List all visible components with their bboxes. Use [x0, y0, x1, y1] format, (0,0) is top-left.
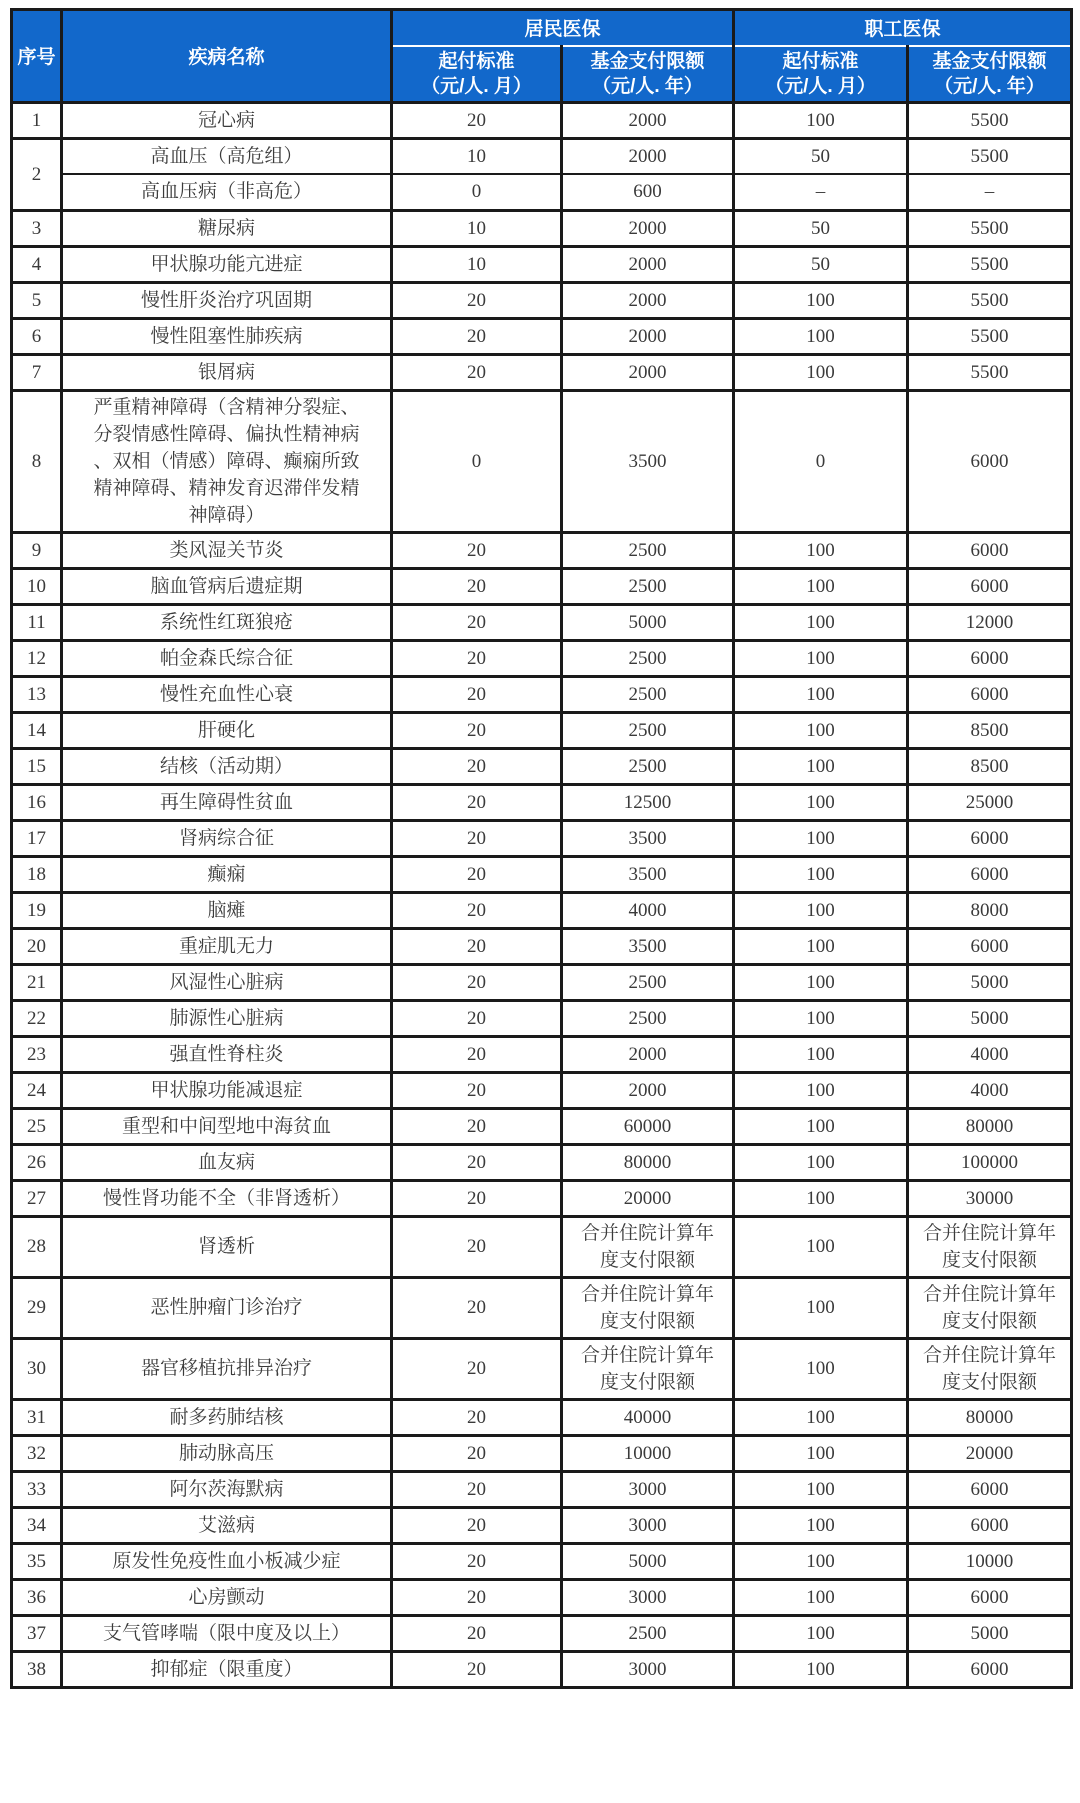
resident-deductible-cell: 20 [392, 1338, 562, 1399]
row-number-cell: 3 [12, 210, 62, 246]
resident-fund-limit-cell: 2000 [562, 210, 734, 246]
employee-fund-limit-cell: 20000 [908, 1435, 1072, 1471]
resident-deductible-cell: 20 [392, 1144, 562, 1180]
resident-deductible-cell: 20 [392, 1036, 562, 1072]
disease-name-cell: 慢性充血性心衰 [62, 676, 392, 712]
resident-deductible-cell: 20 [392, 318, 562, 354]
employee-deductible-cell: 100 [734, 1471, 908, 1507]
subheader-resident-deductible [392, 46, 562, 103]
resident-deductible-cell: 0 [392, 174, 562, 210]
disease-name-cell: 甲状腺功能减退症 [62, 1072, 392, 1108]
disease-name-cell: 抑郁症（限重度） [62, 1651, 392, 1687]
disease-name-cell: 脑瘫 [62, 892, 392, 928]
resident-fund-limit-cell: 3000 [562, 1651, 734, 1687]
resident-fund-limit-cell: 40000 [562, 1399, 734, 1435]
employee-fund-limit-cell: 6000 [908, 676, 1072, 712]
resident-deductible-cell: 20 [392, 892, 562, 928]
table-row [12, 1543, 1072, 1579]
employee-deductible-cell: 100 [734, 318, 908, 354]
employee-fund-limit-cell: 8000 [908, 892, 1072, 928]
disease-name-cell: 再生障碍性贫血 [62, 784, 392, 820]
table-row [12, 318, 1072, 354]
resident-fund-limit-cell: 2500 [562, 676, 734, 712]
resident-deductible-cell: 0 [392, 390, 562, 532]
resident-fund-limit-cell: 3000 [562, 1579, 734, 1615]
row-number-cell: 8 [12, 390, 62, 532]
disease-name-cell: 糖尿病 [62, 210, 392, 246]
employee-deductible-cell: 100 [734, 102, 908, 138]
employee-fund-limit-cell: 6000 [908, 1507, 1072, 1543]
table-row [12, 1435, 1072, 1471]
table-row [12, 1108, 1072, 1144]
row-number-cell: 11 [12, 604, 62, 640]
resident-deductible-cell: 20 [392, 784, 562, 820]
resident-deductible-cell: 20 [392, 1435, 562, 1471]
resident-deductible-cell: 20 [392, 640, 562, 676]
disease-name-cell: 高血压（高危组） [62, 138, 392, 174]
table-row [12, 1507, 1072, 1543]
row-number-cell: 31 [12, 1399, 62, 1435]
employee-deductible-cell: 100 [734, 1615, 908, 1651]
resident-fund-limit-cell: 3500 [562, 856, 734, 892]
employee-deductible-cell: 100 [734, 1000, 908, 1036]
table-row [12, 246, 1072, 282]
employee-deductible-cell: 100 [734, 1399, 908, 1435]
table-row [12, 964, 1072, 1000]
resident-deductible-cell: 20 [392, 1471, 562, 1507]
disease-name-cell: 支气管哮喘（限中度及以上） [62, 1615, 392, 1651]
disease-name-cell: 心房颤动 [62, 1579, 392, 1615]
resident-fund-limit-cell: 2500 [562, 640, 734, 676]
employee-fund-limit-cell: 合并住院计算年度支付限额 [908, 1216, 1072, 1277]
employee-fund-limit-cell: 30000 [908, 1180, 1072, 1216]
employee-deductible-cell: 0 [734, 390, 908, 532]
resident-fund-limit-cell: 3000 [562, 1471, 734, 1507]
resident-deductible-cell: 20 [392, 102, 562, 138]
employee-fund-limit-cell: 8500 [908, 748, 1072, 784]
resident-deductible-cell: 20 [392, 964, 562, 1000]
resident-fund-limit-cell: 2000 [562, 138, 734, 174]
row-number-cell: 30 [12, 1338, 62, 1399]
resident-fund-limit-cell: 4000 [562, 892, 734, 928]
employee-fund-limit-cell: 5500 [908, 354, 1072, 390]
employee-fund-limit-cell: 6000 [908, 568, 1072, 604]
disease-name-cell: 类风湿关节炎 [62, 532, 392, 568]
employee-fund-limit-cell: 5500 [908, 282, 1072, 318]
disease-name-cell: 原发性免疫性血小板减少症 [62, 1543, 392, 1579]
employee-fund-limit-cell: 5500 [908, 138, 1072, 174]
employee-deductible-cell: 100 [734, 1108, 908, 1144]
resident-fund-limit-cell: 2500 [562, 748, 734, 784]
table-row [12, 102, 1072, 138]
table-row [12, 532, 1072, 568]
row-number-cell: 15 [12, 748, 62, 784]
employee-deductible-cell: 100 [734, 748, 908, 784]
row-number-cell: 10 [12, 568, 62, 604]
resident-fund-limit-cell: 2000 [562, 354, 734, 390]
employee-deductible-cell: 100 [734, 1216, 908, 1277]
resident-deductible-cell: 20 [392, 1180, 562, 1216]
table-row [12, 282, 1072, 318]
resident-fund-limit-cell: 2000 [562, 1072, 734, 1108]
table-row [12, 1144, 1072, 1180]
disease-name-cell: 冠心病 [62, 102, 392, 138]
employee-fund-limit-cell: 5000 [908, 1615, 1072, 1651]
resident-fund-limit-cell: 2500 [562, 532, 734, 568]
resident-deductible-cell: 20 [392, 856, 562, 892]
resident-fund-limit-cell: 60000 [562, 1108, 734, 1144]
disease-name-cell: 风湿性心脏病 [62, 964, 392, 1000]
employee-fund-limit-cell: 6000 [908, 390, 1072, 532]
table-row [12, 1338, 1072, 1399]
employee-deductible-cell: 100 [734, 820, 908, 856]
resident-fund-limit-cell: 合并住院计算年度支付限额 [562, 1338, 734, 1399]
employee-deductible-cell: 100 [734, 1072, 908, 1108]
resident-fund-limit-cell: 3000 [562, 1507, 734, 1543]
employee-fund-limit-cell: 6000 [908, 1651, 1072, 1687]
resident-deductible-cell: 20 [392, 604, 562, 640]
resident-deductible-cell: 20 [392, 282, 562, 318]
employee-deductible-cell: 100 [734, 1144, 908, 1180]
row-number-cell: 26 [12, 1144, 62, 1180]
resident-fund-limit-cell: 2500 [562, 712, 734, 748]
employee-fund-limit-cell: 100000 [908, 1144, 1072, 1180]
resident-deductible-cell: 20 [392, 1277, 562, 1338]
subheader-label: 基金支付限额 [932, 50, 1047, 72]
disease-name-cell: 强直性脊柱炎 [62, 1036, 392, 1072]
resident-fund-limit-cell: 3500 [562, 820, 734, 856]
employee-fund-limit-cell: 80000 [908, 1108, 1072, 1144]
row-number-cell: 34 [12, 1507, 62, 1543]
table-row [12, 1277, 1072, 1338]
employee-deductible-cell: 100 [734, 354, 908, 390]
table-row [12, 174, 1072, 210]
row-number-cell: 6 [12, 318, 62, 354]
resident-fund-limit-cell: 80000 [562, 1144, 734, 1180]
table-row [12, 1471, 1072, 1507]
resident-deductible-cell: 10 [392, 210, 562, 246]
employee-deductible-cell: 100 [734, 1507, 908, 1543]
employee-deductible-cell: 100 [734, 784, 908, 820]
subheader-label: 基金支付限额 [590, 50, 705, 72]
row-number-cell: 7 [12, 354, 62, 390]
row-number-cell: 4 [12, 246, 62, 282]
subheader-label: 起付标准 [438, 50, 515, 72]
resident-deductible-cell: 10 [392, 138, 562, 174]
employee-fund-limit-cell: 12000 [908, 604, 1072, 640]
employee-fund-limit-cell: 合并住院计算年度支付限额 [908, 1338, 1072, 1399]
row-number-cell: 20 [12, 928, 62, 964]
disease-name-cell: 肾病综合征 [62, 820, 392, 856]
table-row [12, 712, 1072, 748]
row-number-cell: 25 [12, 1108, 62, 1144]
subheader-employee-deductible [734, 46, 908, 103]
table-row [12, 568, 1072, 604]
row-number-cell: 27 [12, 1180, 62, 1216]
row-number-cell: 23 [12, 1036, 62, 1072]
resident-deductible-cell: 20 [392, 928, 562, 964]
disease-name-cell: 系统性红斑狼疮 [62, 604, 392, 640]
disease-name-cell: 结核（活动期） [62, 748, 392, 784]
disease-name-cell: 慢性肝炎治疗巩固期 [62, 282, 392, 318]
employee-fund-limit-cell: 4000 [908, 1036, 1072, 1072]
employee-deductible-cell: 100 [734, 1338, 908, 1399]
row-number-cell: 16 [12, 784, 62, 820]
disease-name-cell: 慢性阻塞性肺疾病 [62, 318, 392, 354]
disease-name-cell: 甲状腺功能亢进症 [62, 246, 392, 282]
header-group-row [12, 10, 1072, 46]
subheader-unit: （元/人. 月） [421, 75, 532, 97]
resident-deductible-cell: 20 [392, 1615, 562, 1651]
employee-fund-limit-cell: 5500 [908, 246, 1072, 282]
employee-fund-limit-cell: 5000 [908, 964, 1072, 1000]
resident-fund-limit-cell: 2000 [562, 246, 734, 282]
subheader-label: 起付标准 [782, 50, 859, 72]
employee-deductible-cell: 50 [734, 246, 908, 282]
resident-deductible-cell: 20 [392, 354, 562, 390]
employee-fund-limit-cell: 6000 [908, 856, 1072, 892]
disease-name-cell: 恶性肿瘤门诊治疗 [62, 1277, 392, 1338]
employee-fund-limit-cell: – [908, 174, 1072, 210]
resident-fund-limit-cell: 2000 [562, 1036, 734, 1072]
table-row [12, 856, 1072, 892]
table-row [12, 748, 1072, 784]
table-row [12, 1216, 1072, 1277]
table-row [12, 1036, 1072, 1072]
table-row [12, 640, 1072, 676]
disease-name-cell: 帕金森氏综合征 [62, 640, 392, 676]
disease-name-cell: 器官移植抗排异治疗 [62, 1338, 392, 1399]
row-number-cell: 17 [12, 820, 62, 856]
row-number-cell: 13 [12, 676, 62, 712]
row-number-cell: 2 [12, 138, 62, 210]
table-row [12, 784, 1072, 820]
row-number-cell: 12 [12, 640, 62, 676]
employee-fund-limit-cell: 5500 [908, 102, 1072, 138]
table-header [12, 10, 1072, 103]
table-row [12, 390, 1072, 532]
employee-deductible-cell: 100 [734, 1277, 908, 1338]
resident-fund-limit-cell: 600 [562, 174, 734, 210]
employee-fund-limit-cell: 6000 [908, 928, 1072, 964]
row-number-cell: 9 [12, 532, 62, 568]
resident-fund-limit-cell: 2000 [562, 318, 734, 354]
table-row [12, 354, 1072, 390]
employee-deductible-cell: 100 [734, 640, 908, 676]
resident-deductible-cell: 20 [392, 1108, 562, 1144]
row-number-cell: 35 [12, 1543, 62, 1579]
row-number-cell: 14 [12, 712, 62, 748]
resident-fund-limit-cell: 10000 [562, 1435, 734, 1471]
table-row [12, 928, 1072, 964]
employee-fund-limit-cell: 8500 [908, 712, 1072, 748]
resident-deductible-cell: 20 [392, 1507, 562, 1543]
disease-name-cell: 肾透析 [62, 1216, 392, 1277]
resident-fund-limit-cell: 20000 [562, 1180, 734, 1216]
resident-fund-limit-cell: 2000 [562, 282, 734, 318]
disease-name-cell: 脑血管病后遗症期 [62, 568, 392, 604]
resident-deductible-cell: 20 [392, 1579, 562, 1615]
disease-name-cell: 肝硬化 [62, 712, 392, 748]
chronic-disease-benefits-table [10, 8, 1073, 1689]
column-header-disease-name: 疾病名称 [62, 10, 392, 103]
disease-name-cell: 慢性肾功能不全（非肾透析） [62, 1180, 392, 1216]
subheader-unit: （元/人. 月） [765, 75, 876, 97]
employee-fund-limit-cell: 6000 [908, 820, 1072, 856]
employee-deductible-cell: 100 [734, 1543, 908, 1579]
disease-name-cell: 肺动脉高压 [62, 1435, 392, 1471]
employee-deductible-cell: 100 [734, 568, 908, 604]
resident-fund-limit-cell: 2000 [562, 102, 734, 138]
table-row [12, 892, 1072, 928]
disease-name-cell: 高血压病（非高危） [62, 174, 392, 210]
resident-fund-limit-cell: 2500 [562, 964, 734, 1000]
employee-deductible-cell: 100 [734, 1435, 908, 1471]
employee-fund-limit-cell: 6000 [908, 640, 1072, 676]
disease-name-cell: 耐多药肺结核 [62, 1399, 392, 1435]
resident-deductible-cell: 20 [392, 820, 562, 856]
employee-fund-limit-cell: 6000 [908, 1471, 1072, 1507]
table-row [12, 1615, 1072, 1651]
group-header-resident-insurance: 居民医保 [392, 10, 734, 46]
table-row [12, 604, 1072, 640]
resident-fund-limit-cell: 3500 [562, 928, 734, 964]
row-number-cell: 21 [12, 964, 62, 1000]
row-number-cell: 36 [12, 1579, 62, 1615]
row-number-cell: 37 [12, 1615, 62, 1651]
employee-deductible-cell: 100 [734, 282, 908, 318]
resident-fund-limit-cell: 12500 [562, 784, 734, 820]
employee-deductible-cell: 100 [734, 604, 908, 640]
resident-fund-limit-cell: 5000 [562, 604, 734, 640]
resident-fund-limit-cell: 合并住院计算年度支付限额 [562, 1216, 734, 1277]
resident-fund-limit-cell: 3500 [562, 390, 734, 532]
table-row [12, 676, 1072, 712]
subheader-unit: （元/人. 年） [592, 75, 703, 97]
column-header-index: 序号 [12, 10, 62, 103]
resident-fund-limit-cell: 2500 [562, 1000, 734, 1036]
employee-deductible-cell: 100 [734, 856, 908, 892]
resident-deductible-cell: 20 [392, 676, 562, 712]
disease-name-cell: 阿尔茨海默病 [62, 1471, 392, 1507]
employee-deductible-cell: 100 [734, 712, 908, 748]
employee-deductible-cell: 100 [734, 928, 908, 964]
table-row [12, 1180, 1072, 1216]
employee-fund-limit-cell: 5500 [908, 210, 1072, 246]
employee-deductible-cell: 100 [734, 892, 908, 928]
row-number-cell: 32 [12, 1435, 62, 1471]
employee-fund-limit-cell: 25000 [908, 784, 1072, 820]
table-body [12, 102, 1072, 1687]
subheader-resident-fund-limit [562, 46, 734, 103]
employee-fund-limit-cell: 6000 [908, 532, 1072, 568]
table-row [12, 820, 1072, 856]
employee-deductible-cell: 100 [734, 1579, 908, 1615]
employee-fund-limit-cell: 10000 [908, 1543, 1072, 1579]
row-number-cell: 22 [12, 1000, 62, 1036]
resident-fund-limit-cell: 合并住院计算年度支付限额 [562, 1277, 734, 1338]
resident-deductible-cell: 10 [392, 246, 562, 282]
disease-name-cell: 艾滋病 [62, 1507, 392, 1543]
table-row [12, 210, 1072, 246]
row-number-cell: 33 [12, 1471, 62, 1507]
resident-fund-limit-cell: 5000 [562, 1543, 734, 1579]
table-row [12, 1399, 1072, 1435]
subheader-unit: （元/人. 年） [934, 75, 1045, 97]
group-header-employee-insurance: 职工医保 [734, 10, 1072, 46]
employee-fund-limit-cell: 80000 [908, 1399, 1072, 1435]
resident-deductible-cell: 20 [392, 1399, 562, 1435]
employee-deductible-cell: – [734, 174, 908, 210]
row-number-cell: 24 [12, 1072, 62, 1108]
employee-fund-limit-cell: 6000 [908, 1579, 1072, 1615]
resident-deductible-cell: 20 [392, 532, 562, 568]
employee-fund-limit-cell: 4000 [908, 1072, 1072, 1108]
resident-deductible-cell: 20 [392, 748, 562, 784]
disease-name-cell: 癫痫 [62, 856, 392, 892]
disease-name-cell: 严重精神障碍（含精神分裂症、分裂情感性障碍、偏执性精神病、双相（情感）障碍、癫痫所致精神障碍、精神发育迟滞伴发精神障碍） [62, 390, 392, 532]
employee-deductible-cell: 50 [734, 138, 908, 174]
employee-deductible-cell: 100 [734, 1180, 908, 1216]
disease-name-cell: 重型和中间型地中海贫血 [62, 1108, 392, 1144]
row-number-cell: 28 [12, 1216, 62, 1277]
table-row [12, 1000, 1072, 1036]
resident-deductible-cell: 20 [392, 1216, 562, 1277]
employee-deductible-cell: 100 [734, 532, 908, 568]
row-number-cell: 19 [12, 892, 62, 928]
row-number-cell: 29 [12, 1277, 62, 1338]
employee-deductible-cell: 100 [734, 1651, 908, 1687]
resident-deductible-cell: 20 [392, 1072, 562, 1108]
disease-name-cell: 肺源性心脏病 [62, 1000, 392, 1036]
resident-deductible-cell: 20 [392, 1000, 562, 1036]
row-number-cell: 18 [12, 856, 62, 892]
resident-deductible-cell: 20 [392, 712, 562, 748]
subheader-employee-fund-limit [908, 46, 1072, 103]
row-number-cell: 5 [12, 282, 62, 318]
employee-deductible-cell: 50 [734, 210, 908, 246]
resident-deductible-cell: 20 [392, 1543, 562, 1579]
employee-deductible-cell: 100 [734, 1036, 908, 1072]
table-row [12, 1579, 1072, 1615]
employee-deductible-cell: 100 [734, 676, 908, 712]
employee-fund-limit-cell: 5000 [908, 1000, 1072, 1036]
disease-name-cell: 银屑病 [62, 354, 392, 390]
disease-name-cell: 重症肌无力 [62, 928, 392, 964]
employee-deductible-cell: 100 [734, 964, 908, 1000]
disease-name-cell: 血友病 [62, 1144, 392, 1180]
row-number-cell: 38 [12, 1651, 62, 1687]
resident-deductible-cell: 20 [392, 1651, 562, 1687]
resident-fund-limit-cell: 2500 [562, 568, 734, 604]
table-row [12, 1072, 1072, 1108]
table-row [12, 138, 1072, 174]
table-row [12, 1651, 1072, 1687]
employee-fund-limit-cell: 合并住院计算年度支付限额 [908, 1277, 1072, 1338]
resident-fund-limit-cell: 2500 [562, 1615, 734, 1651]
row-number-cell: 1 [12, 102, 62, 138]
resident-deductible-cell: 20 [392, 568, 562, 604]
employee-fund-limit-cell: 5500 [908, 318, 1072, 354]
